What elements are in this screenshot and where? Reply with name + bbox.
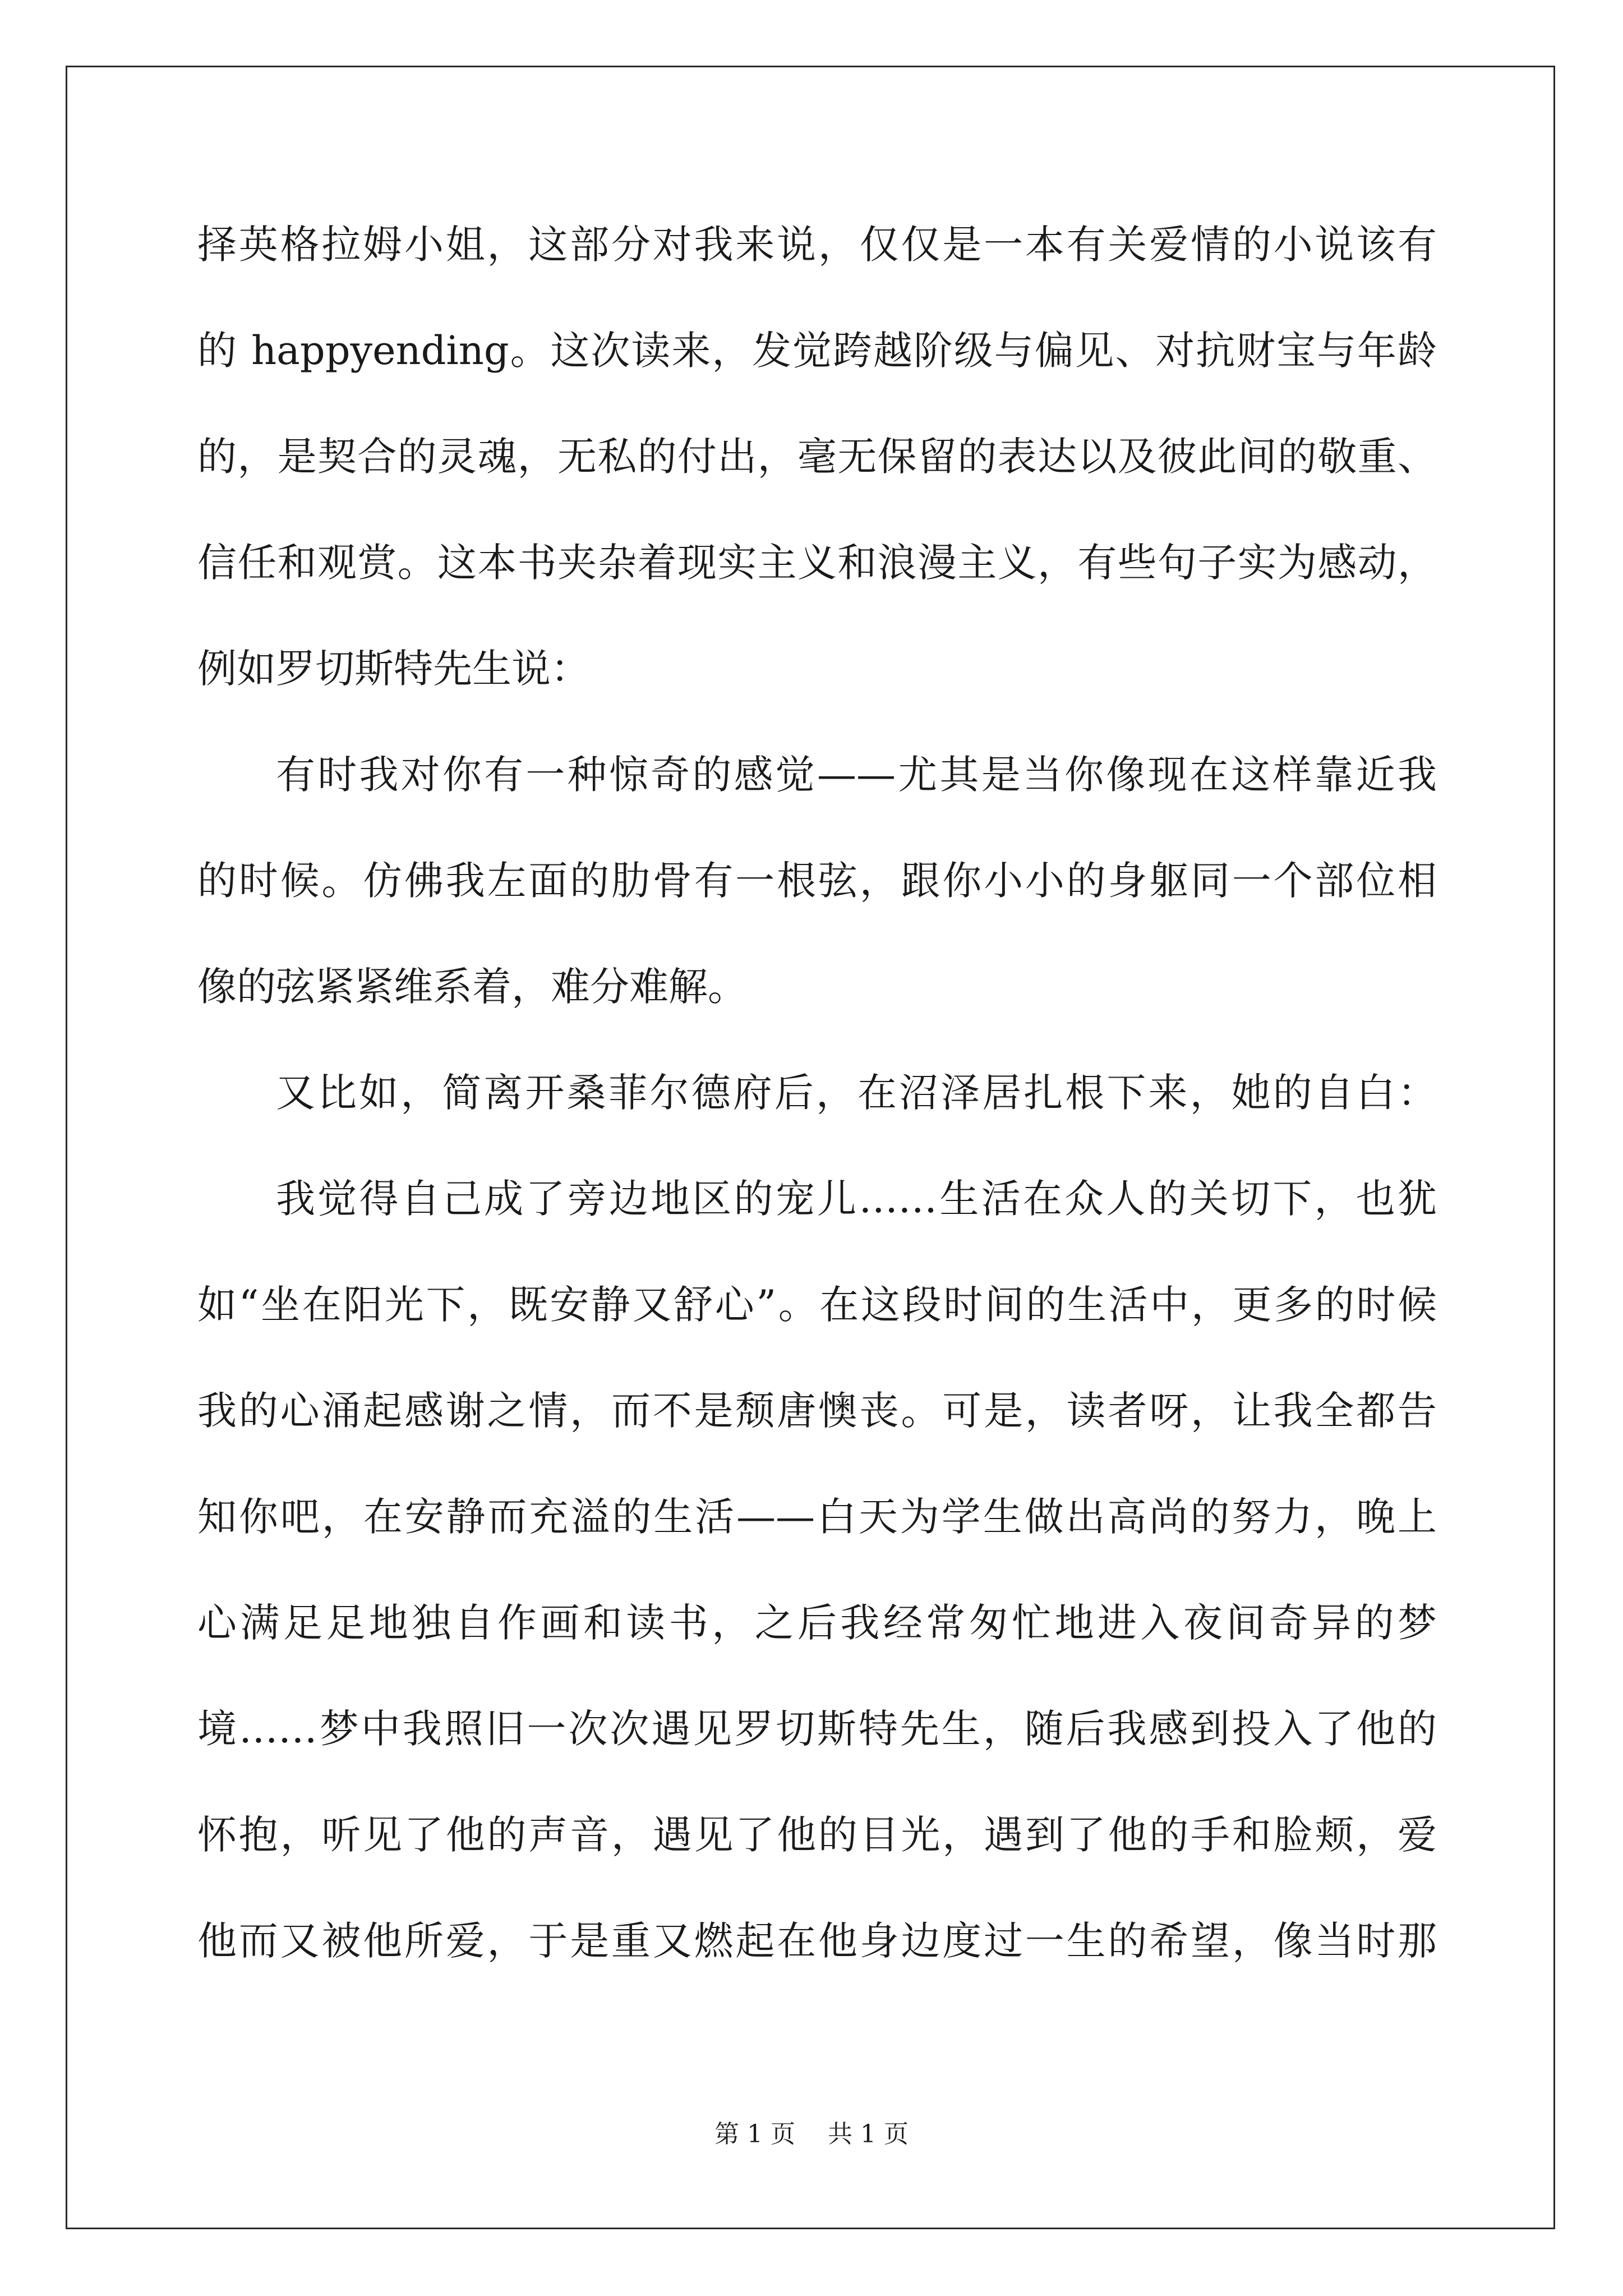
text-line-paragraph-start: 我觉得自己成了旁边地区的宠儿……生活在众人的关切下，也犹 <box>276 1176 1437 1222</box>
text-line-paragraph-start: 又比如，简离开桑菲尔德府后，在沼泽居扎根下来，她的自白： <box>276 1070 1437 1116</box>
text-line: 心满足足地独自作画和读书，之后我经常匆忙地进入夜间奇异的梦 <box>197 1600 1437 1646</box>
text-line: 信任和观赏。这本书夹杂着现实主义和浪漫主义，有些句子实为感动， <box>197 540 1437 586</box>
text-line: 怀抱，听见了他的声音，遇见了他的目光，遇到了他的手和脸颊，爱 <box>197 1812 1437 1858</box>
text-line: 的时候。仿佛我左面的肋骨有一根弦，跟你小小的身躯同一个部位相 <box>197 858 1437 904</box>
text-line-paragraph-start: 有时我对你有一种惊奇的感觉——尤其是当你像现在这样靠近我 <box>276 752 1437 798</box>
text-line: 如“坐在阳光下，既安静又舒心”。在这段时间的生活中，更多的时候 <box>197 1282 1437 1328</box>
text-line: 他而又被他所爱，于是重又燃起在他身边度过一生的希望，像当时那 <box>197 1918 1437 1964</box>
text-line: 的 happyending。这次读来，发觉跨越阶级与偏见、对抗财宝与年龄 <box>197 328 1437 374</box>
text-line: 的，是契合的灵魂，无私的付出，毫无保留的表达以及彼此间的敬重、 <box>197 434 1437 480</box>
text-line: 例如罗切斯特先生说： <box>197 646 590 692</box>
page-number: 第 1 页 共 1 页 <box>714 2120 909 2148</box>
text-line: 知你吧，在安静而充溢的生活——白天为学生做出高尚的努力，晚上 <box>197 1494 1437 1540</box>
text-line: 像的弦紧紧维系着，难分难解。 <box>197 964 747 1010</box>
text-line: 我的心涌起感谢之情，而不是颓唐懊丧。可是，读者呀，让我全都告 <box>197 1388 1437 1434</box>
document-body <box>197 214 1437 2016</box>
text-line: 择英格拉姆小姐，这部分对我来说，仅仅是一本有关爱情的小说该有 <box>197 222 1437 268</box>
text-line: 境……梦中我照旧一次次遇见罗切斯特先生，随后我感到投入了他的 <box>197 1706 1437 1752</box>
